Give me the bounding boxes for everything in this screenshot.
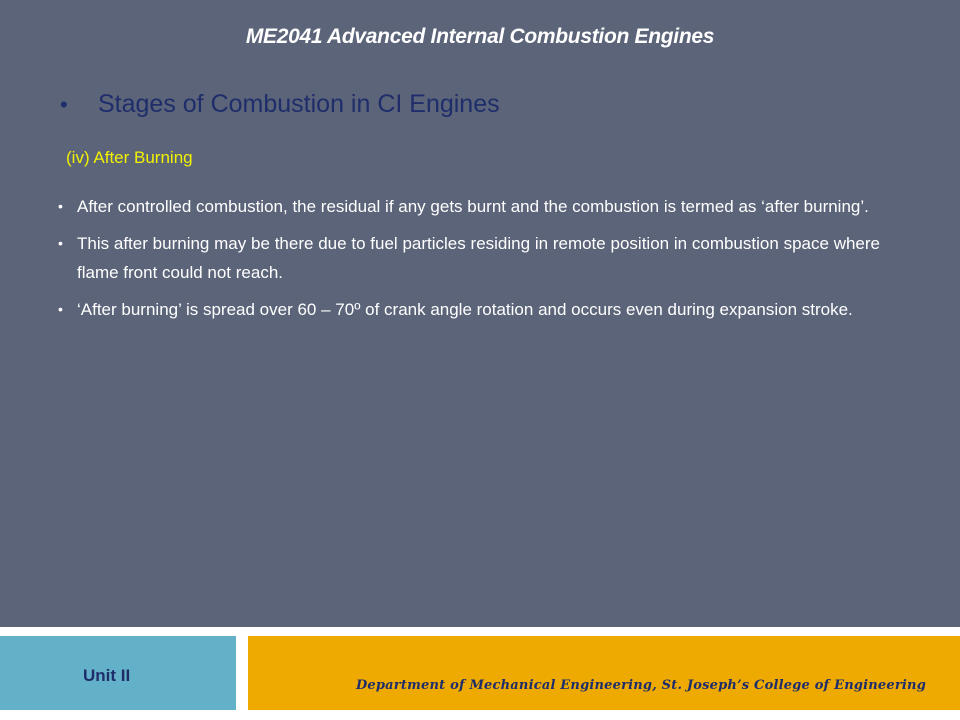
slide-header-title: ME2041 Advanced Internal Combustion Engines <box>245 25 715 48</box>
bullet-icon: • <box>58 301 63 317</box>
bullet-icon: • <box>60 92 68 117</box>
bullet-list <box>58 192 880 332</box>
bullet-icon: • <box>58 198 63 214</box>
section-subheading: (iv) After Burning <box>66 148 193 167</box>
bullet-item <box>58 229 880 287</box>
footer-unit-box <box>0 636 236 710</box>
bullet-text: This after burning may be there due to fuel particles residing in remote position in combustion space where flame front could not reach. <box>77 234 880 282</box>
bullet-icon: • <box>58 235 63 251</box>
unit-label: Unit II <box>83 666 131 685</box>
section-heading-text: Stages of Combustion in CI Engines <box>98 90 500 118</box>
bullet-text: After controlled combustion, the residual if any gets burnt and the combustion is termed as ‘after burning’. <box>77 197 869 216</box>
bullet-item <box>58 295 880 324</box>
bullet-text: ‘After burning’ is spread over 60 – 70º of crank angle rotation and occurs even during expansion stroke. <box>77 300 853 319</box>
department-label: Department of Mechanical Engineering, St. Joseph’s College of Engineering <box>355 678 926 693</box>
bullet-item <box>58 192 880 221</box>
footer-department-box <box>248 636 960 710</box>
section-heading <box>60 90 500 119</box>
